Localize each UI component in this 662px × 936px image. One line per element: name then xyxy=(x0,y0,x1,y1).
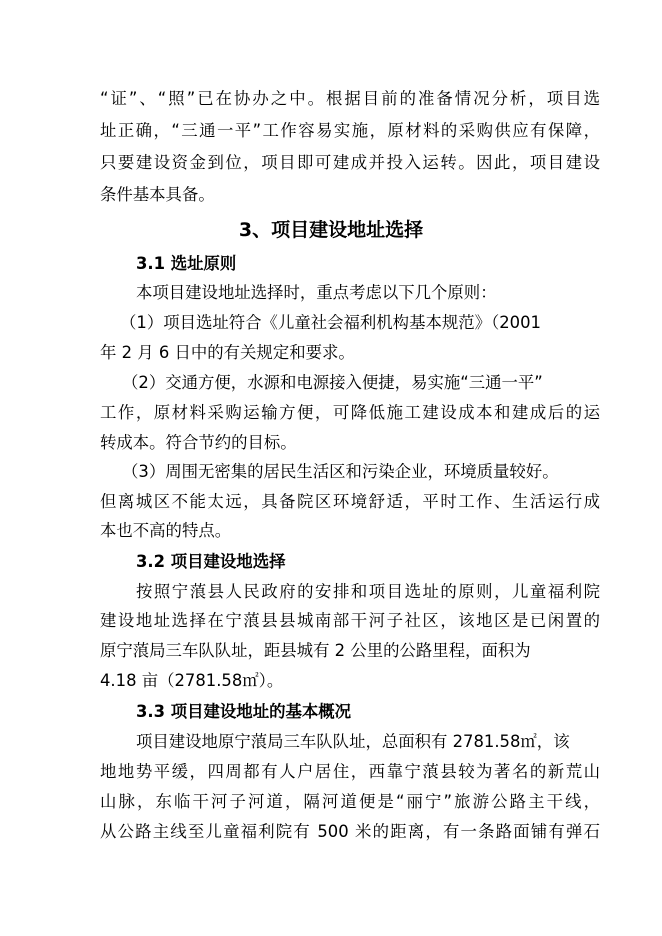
text-line: 年 2 月 6 日中的有关规定和要求。 xyxy=(100,343,355,362)
text-line: 建设地址选择在宁蒗县县城南部干河子社区，该地区是已闲置的 xyxy=(100,611,600,630)
text-line: 按照宁蒗县人民政府的安排和项目选址的原则，儿童福利院 xyxy=(136,582,600,601)
text-line: 项目建设地原宁蒗局三车队队址，总面积有 2781.58㎡，该 xyxy=(136,732,570,751)
text-line: 址正确，“三通一平”工作容易实施，原材料的采购供应有保障， xyxy=(100,121,600,140)
text-line: 转成本。符合节约的目标。 xyxy=(100,433,297,452)
subsection-heading-3-1: 3.1 选址原则 xyxy=(136,254,237,273)
text-line: “证”、“照”已在协办之中。根据目前的准备情况分析，项目选 xyxy=(100,89,600,108)
text-line: （1）项目选址符合《儿童社会福利机构基本规范》（2001 xyxy=(120,313,541,332)
section-title: 3、项目建设地址选择 xyxy=(238,219,424,241)
text-line: （3）周围无密集的居民生活区和污染企业，环境质量较好。 xyxy=(122,462,559,481)
text-line: 山脉，东临干河子河道，隔河道便是“丽宁”旅游公路主干线， xyxy=(100,792,600,811)
text-line: 本项目建设地址选择时，重点考虑以下几个原则： xyxy=(136,283,497,302)
text-line: 只要建设资金到位，项目即可建成并投入运转。因此，项目建设 xyxy=(100,153,600,172)
text-line: 从公路主线至儿童福利院有 500 米的距离，有一条路面铺有弹石 xyxy=(100,822,600,841)
text-line: 原宁蒗局三车队队址，距县城有 2 公里的公路里程，面积为 xyxy=(100,641,531,660)
text-line: 地地势平缓，四周都有人户居住，西靠宁蒗县较为著名的新荒山 xyxy=(100,762,600,781)
subsection-heading-3-2: 3.2 项目建设地选择 xyxy=(136,552,286,571)
text-line: 4.18 亩（2781.58㎡）。 xyxy=(100,671,284,690)
subsection-heading-3-3: 3.3 项目建设地址的基本概况 xyxy=(136,702,352,721)
text-line: 工作，原材料采购运输方便，可降低施工建设成本和建成后的运 xyxy=(100,403,600,422)
text-line: 条件基本具备。 xyxy=(100,185,215,204)
text-line: 本也不高的特点。 xyxy=(100,521,232,540)
text-line: 但离城区不能太远，具备院区环境舒适，平时工作、生活运行成 xyxy=(100,492,600,511)
text-line: （2）交通方便，水源和电源接入便捷，易实施“三通一平” xyxy=(122,373,543,392)
